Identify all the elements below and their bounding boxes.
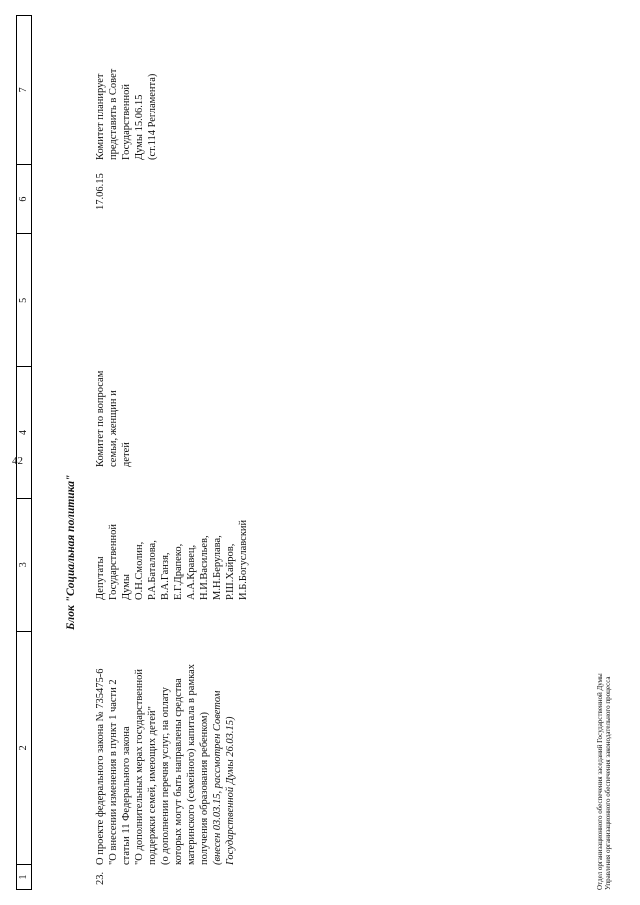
initiator-line: О.Н.Смолин, xyxy=(134,541,145,600)
footer xyxy=(596,673,612,890)
initiator-line: И.Б.Богуславский xyxy=(238,519,249,600)
column-header: 7 xyxy=(18,87,29,93)
initiator-line: Н.И.Васильев, xyxy=(199,535,210,600)
description-line: Государственной Думы 26.03.15) xyxy=(225,716,236,865)
description-line: (о дополнении перечня услуг, на оплату xyxy=(160,687,171,865)
row-number: 23. xyxy=(95,871,106,885)
initiator-line: Р.А.Баталова, xyxy=(147,540,158,600)
block-title: Блок "Социальная политика" xyxy=(65,474,77,630)
description-line: О проекте федерального закона № 735475-6 xyxy=(95,668,106,865)
note-line: представить в Совет xyxy=(108,68,119,160)
description-line: материнского (семейного) капитала в рамках xyxy=(186,664,197,865)
review-date: 17.06.15 xyxy=(95,173,106,210)
initiator-line: В.А.Ганзя, xyxy=(160,552,171,600)
column-header: 4 xyxy=(17,366,31,498)
initiator-line: Думы xyxy=(121,574,132,600)
document-page xyxy=(16,15,616,890)
column-header: 1 xyxy=(17,864,31,889)
initiator-line: М.Н.Берулава, xyxy=(212,535,223,600)
responsible-committee xyxy=(94,347,133,467)
initiator-line: Р.Ш.Хайров, xyxy=(225,543,236,600)
committee-note xyxy=(94,40,159,160)
initiator-line: А.А.Кравец, xyxy=(186,544,197,600)
note-line: Комитет планирует xyxy=(95,73,106,160)
column-header: 3 xyxy=(17,498,31,631)
bill-description xyxy=(94,643,237,865)
note-line: Думы 15.06.15 xyxy=(134,94,145,160)
description-line: поддержки семей, имеющих детей" xyxy=(147,706,158,865)
initiator-line: Депутаты xyxy=(95,556,106,600)
committee-line: Комитет по вопросам xyxy=(95,370,106,467)
column-header-row xyxy=(16,15,32,890)
note-line: Государственной xyxy=(121,84,132,160)
column-header: 2 xyxy=(17,631,31,864)
note-line: (ст.114 Регламента) xyxy=(147,73,158,160)
page-number: 42 xyxy=(12,455,23,467)
description-line: "О дополнительных мерах государственной xyxy=(134,668,145,865)
description-line: "О внесении изменения в пункт 1 части 2 xyxy=(108,679,119,865)
footer-line: Управления организационного обеспечения законодательного процесса xyxy=(604,676,612,890)
description-line: статьи 11 Федерального закона xyxy=(121,726,132,865)
initiator-line: Е.Г.Драпеко, xyxy=(173,543,184,600)
footer-line: Отдел организационного обеспечения заседаний Государственной Думы xyxy=(596,673,604,890)
initiator-line: Государственной xyxy=(108,524,119,600)
committee-line: детей xyxy=(121,442,132,467)
committee-line: семьи, женщин и xyxy=(108,390,119,467)
description-line: которых могут быть направлены средства xyxy=(173,678,184,865)
description-line: получения образования ребенком) xyxy=(199,711,210,865)
column-header: 6 xyxy=(17,164,31,234)
column-header: 5 xyxy=(17,233,31,366)
bill-initiators xyxy=(94,480,250,600)
description-line: (внесен 03.03.15, рассмотрен Советом xyxy=(212,690,223,865)
